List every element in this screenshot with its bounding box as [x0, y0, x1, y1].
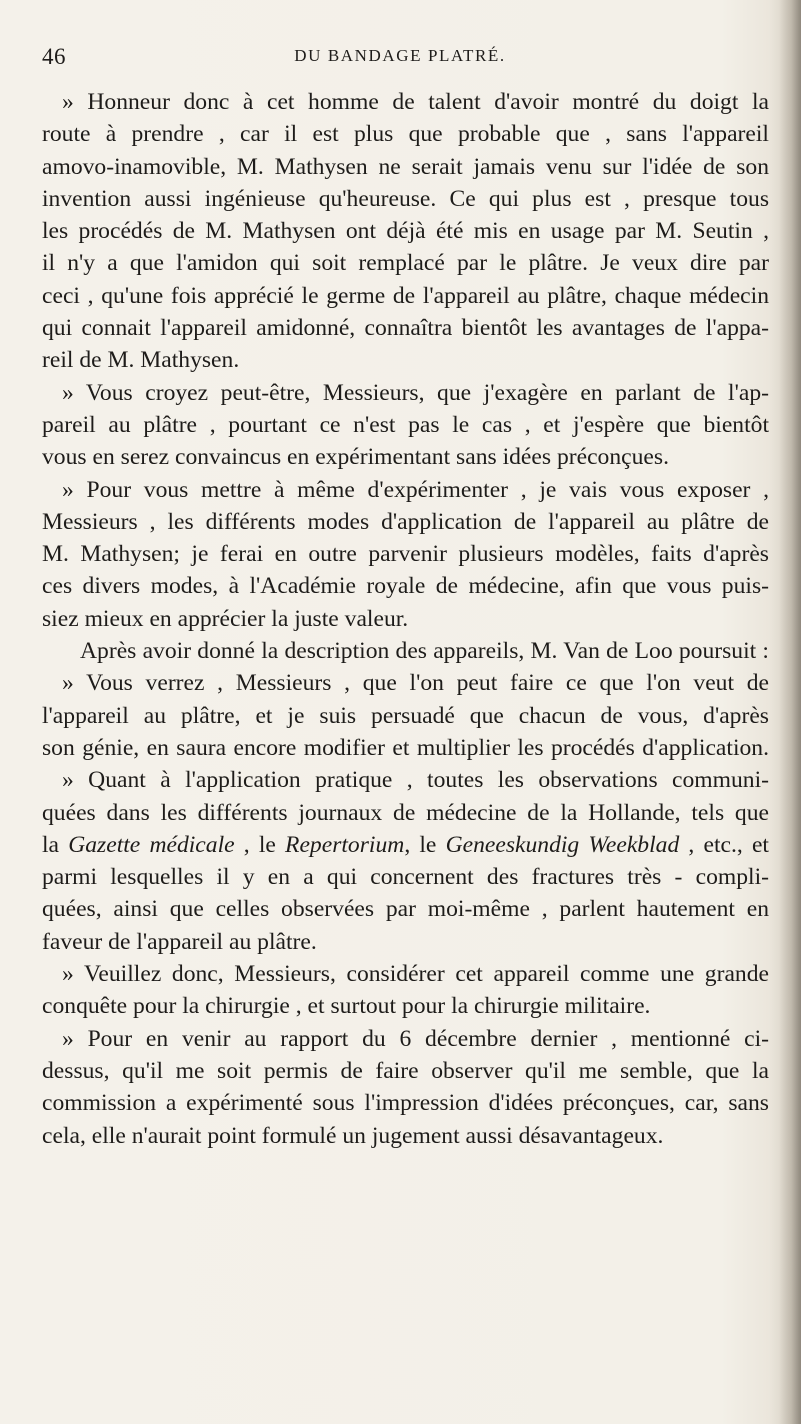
text-line: » Vous croyez peut-être, Messieurs, que j'exagère en parlant de l'ap-	[62, 379, 769, 406]
text-line: les procédés de M. Mathysen ont déjà été mis en usage par M. Seutin ,	[42, 218, 769, 245]
text-segment: , etc., et	[679, 831, 769, 858]
text-line: pareil au plâtre , pourtant ce n'est pas le cas , et j'espère que bientôt	[42, 411, 769, 438]
text-line: » Quant à l'application pratique , toutes les observations communi-	[62, 767, 769, 794]
text-line: vous en serez convaincus en expérimentant sans idées préconçues.	[42, 444, 669, 471]
text-line	[42, 829, 769, 861]
text-line: il n'y a que l'amidon qui soit remplacé par le plâtre. Je veux dire par	[42, 250, 769, 277]
text-line: ceci , qu'une fois apprécié le germe de l'appareil au plâtre, chaque médecin	[42, 282, 769, 309]
text-line: cela, elle n'aurait point formulé un jugement aussi désavantageux.	[42, 1122, 664, 1149]
text-line: M. Mathysen; je ferai en outre parvenir plusieurs modèles, faits d'après	[42, 541, 769, 568]
page-header	[42, 44, 758, 74]
text-line: » Pour vous mettre à même d'expérimenter , je vais vous exposer ,	[62, 476, 769, 503]
italic-title: Gazette médicale	[68, 831, 235, 858]
text-line: quées, ainsi que celles observées par moi-même , parlent hautement en	[42, 896, 769, 923]
text-line: » Veuillez donc, Messieurs, considérer cet appareil comme une grande	[62, 961, 769, 988]
text-line: ces divers modes, à l'Académie royale de médecine, afin que vous puis-	[42, 573, 769, 600]
text-line: route à prendre , car il est plus que probable que , sans l'appareil	[42, 121, 769, 148]
text-line: parmi lesquelles il y en a qui concernent des fractures très - compli-	[42, 864, 769, 891]
text-line: dessus, qu'il me soit permis de faire observer qu'il me semble, que la	[42, 1057, 769, 1084]
page-number: 46	[42, 44, 66, 69]
text-line: invention aussi ingénieuse qu'heureuse. Ce qui plus est , presque tous	[42, 185, 769, 212]
text-line: » Vous verrez , Messieurs , que l'on peut faire ce que l'on veut de	[62, 670, 769, 697]
text-line: Messieurs , les différents modes d'application de l'appareil au plâtre de	[42, 508, 769, 535]
text-line: qui connait l'appareil amidonné, connaîtra bientôt les avantages de l'appa-	[42, 315, 769, 342]
text-line: amovo-inamovible, M. Mathysen ne serait jamais venu sur l'idée de son	[42, 153, 769, 180]
text-line: » Pour en venir au rapport du 6 décembre dernier , mentionné ci-	[62, 1025, 769, 1052]
italic-title: Repertorium	[285, 831, 405, 858]
running-head: DU BANDAGE PLATRÉ.	[294, 46, 506, 65]
body-text	[42, 86, 769, 1152]
text-line: reil de M. Mathysen.	[42, 347, 240, 374]
text-segment: , le	[404, 831, 446, 858]
text-line: » Honneur donc à cet homme de talent d'avoir montré du doigt la	[62, 89, 769, 115]
text-segment: , le	[234, 831, 286, 858]
text-line: l'appareil au plâtre, et je suis persuadé que chacun de vous, d'après	[42, 702, 769, 729]
text-line: Après avoir donné la description des appareils, M. Van de Loo poursuit :	[80, 638, 769, 665]
text-line: commission a expérimenté sous l'impression d'idées préconçues, car, sans	[42, 1090, 769, 1117]
text-line: siez mieux en apprécier la juste valeur.	[42, 605, 409, 632]
italic-title: Geneeskundig Weekblad	[445, 831, 680, 858]
text-segment: la	[42, 831, 69, 858]
text-line: quées dans les différents journaux de médecine de la Hollande, tels que	[42, 799, 769, 826]
text-line: conquête pour la chirurgie , et surtout pour la chirurgie militaire.	[42, 993, 651, 1020]
text-line: faveur de l'appareil au plâtre.	[42, 928, 317, 955]
page-edge-shadow	[779, 0, 801, 1424]
text-line: son génie, en saura encore modifier et multiplier les procédés d'application.	[42, 734, 769, 761]
